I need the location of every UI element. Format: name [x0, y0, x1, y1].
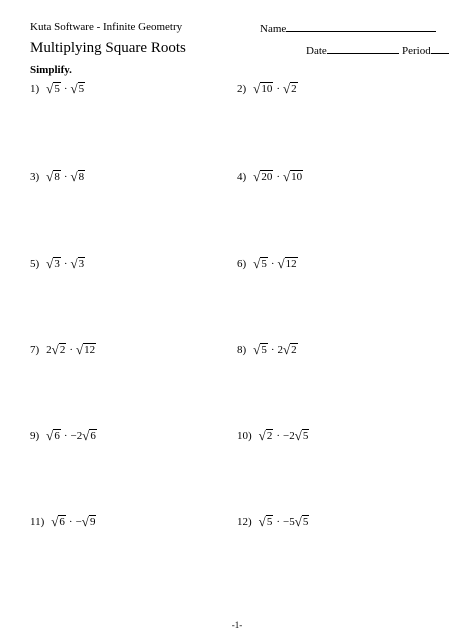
square-root — [82, 515, 97, 528]
radical-sign: √ — [282, 81, 291, 96]
radicand: 3 — [78, 258, 85, 270]
problem-item — [30, 82, 85, 95]
square-root — [51, 515, 66, 528]
multiply-operator: · — [63, 258, 68, 270]
name-label: Name — [260, 23, 287, 35]
radical-sign: √ — [258, 428, 266, 443]
square-root — [259, 429, 274, 442]
square-root — [46, 257, 61, 270]
radicand: 5 — [302, 430, 309, 442]
multiply-operator: · — [68, 516, 73, 528]
multiply-operator: · — [276, 430, 280, 442]
radical-sign: √ — [82, 428, 90, 443]
radicand: 12 — [285, 258, 297, 270]
square-root — [283, 170, 303, 183]
radical-sign: √ — [46, 428, 54, 443]
radical-sign: √ — [294, 428, 302, 443]
radical-sign: √ — [46, 256, 54, 271]
radical-sign: √ — [253, 342, 261, 357]
problem-item — [237, 82, 298, 95]
radicand: 5 — [78, 83, 85, 95]
radical-sign: √ — [70, 81, 78, 96]
square-root — [283, 343, 298, 356]
name-field — [260, 21, 436, 35]
period-blank-line — [431, 43, 449, 54]
problem-item — [30, 170, 85, 183]
problem-number: 3) — [30, 171, 40, 183]
square-root — [82, 429, 97, 442]
radical-sign: √ — [81, 514, 89, 529]
problem-item — [30, 429, 97, 442]
radicand: 10 — [291, 171, 303, 183]
multiply-operator: · — [69, 344, 73, 356]
radical-sign: √ — [51, 514, 59, 529]
square-root — [46, 82, 61, 95]
radical-sign: √ — [70, 256, 78, 271]
radicand: 8 — [54, 171, 60, 183]
problem-number: 8) — [237, 344, 247, 356]
problem-number: 2) — [237, 83, 247, 95]
radical-sign: √ — [282, 169, 291, 184]
problem-item — [237, 170, 303, 183]
radical-sign: √ — [282, 342, 291, 357]
radicand: 2 — [291, 83, 297, 95]
coefficient: 2 — [46, 344, 52, 356]
page-number: -1- — [231, 620, 243, 630]
radical-sign: √ — [75, 342, 84, 357]
radicand: 5 — [261, 344, 267, 356]
publisher-header: Kuta Software - Infinite Geometry — [30, 21, 183, 33]
radical-sign: √ — [70, 169, 78, 184]
coefficient: 2 — [277, 344, 283, 356]
multiply-operator: · — [63, 171, 68, 183]
coefficient: − — [75, 516, 82, 528]
radicand: 2 — [291, 344, 297, 356]
problem-item — [237, 257, 298, 270]
multiply-operator: · — [63, 83, 68, 95]
square-root — [253, 170, 273, 183]
radicand: 6 — [54, 430, 60, 442]
multiply-operator: · — [63, 430, 68, 442]
radicand: 2 — [59, 344, 66, 356]
period-label: Period — [402, 45, 431, 57]
square-root — [46, 170, 61, 183]
multiply-operator: · — [276, 83, 280, 95]
coefficient: −2 — [282, 430, 295, 442]
radical-sign: √ — [277, 256, 285, 271]
radical-sign: √ — [253, 81, 261, 96]
radicand: 3 — [54, 258, 60, 270]
square-root — [253, 257, 268, 270]
problem-item — [237, 343, 298, 356]
problem-number: 9) — [30, 430, 40, 442]
radicand: 5 — [54, 83, 60, 95]
worksheet-title: Multiplying Square Roots — [30, 40, 186, 56]
problem-number: 1) — [30, 83, 40, 95]
radicand: 2 — [266, 430, 273, 442]
square-root — [52, 343, 67, 356]
radicand: 9 — [89, 516, 96, 528]
problem-number: 12) — [237, 516, 252, 528]
radicand: 8 — [78, 171, 85, 183]
problem-number: 11) — [30, 516, 45, 528]
date-field — [306, 43, 399, 57]
square-root — [259, 515, 274, 528]
instructions: Simplify. — [30, 64, 72, 76]
square-root — [70, 82, 85, 95]
problem-number: 5) — [30, 258, 40, 270]
problem-number: 6) — [237, 258, 247, 270]
problem-item — [30, 343, 96, 356]
problem-item — [237, 429, 309, 442]
problem-item — [30, 257, 85, 270]
square-root — [76, 343, 96, 356]
date-blank-line — [327, 43, 399, 54]
problem-number: 4) — [237, 171, 247, 183]
date-label: Date — [306, 45, 327, 57]
radical-sign: √ — [258, 514, 266, 529]
radical-sign: √ — [294, 514, 302, 529]
multiply-operator: · — [270, 258, 275, 270]
period-field — [402, 43, 449, 57]
square-root — [70, 170, 85, 183]
name-blank-line — [286, 21, 436, 32]
problem-number: 10) — [237, 430, 252, 442]
multiply-operator: · — [276, 171, 280, 183]
radicand: 5 — [302, 516, 309, 528]
coefficient: −2 — [70, 430, 83, 442]
square-root — [277, 257, 297, 270]
radicand: 6 — [90, 430, 96, 442]
square-root — [253, 82, 273, 95]
radicand: 20 — [261, 171, 273, 183]
square-root — [283, 82, 298, 95]
problem-item — [237, 515, 309, 528]
multiply-operator: · — [276, 516, 280, 528]
radicand: 10 — [261, 83, 273, 95]
square-root — [46, 429, 61, 442]
square-root — [295, 515, 310, 528]
radicand: 12 — [84, 344, 96, 356]
radical-sign: √ — [253, 256, 261, 271]
problem-item — [30, 515, 96, 528]
radicand: 5 — [261, 258, 267, 270]
radicand: 6 — [59, 516, 65, 528]
square-root — [70, 257, 85, 270]
multiply-operator: · — [270, 344, 275, 356]
radical-sign: √ — [51, 342, 59, 357]
square-root — [253, 343, 268, 356]
problem-number: 7) — [30, 344, 40, 356]
square-root — [295, 429, 310, 442]
radical-sign: √ — [253, 169, 261, 184]
radical-sign: √ — [46, 169, 54, 184]
radical-sign: √ — [46, 81, 54, 96]
radicand: 5 — [266, 516, 273, 528]
coefficient: −5 — [282, 516, 295, 528]
